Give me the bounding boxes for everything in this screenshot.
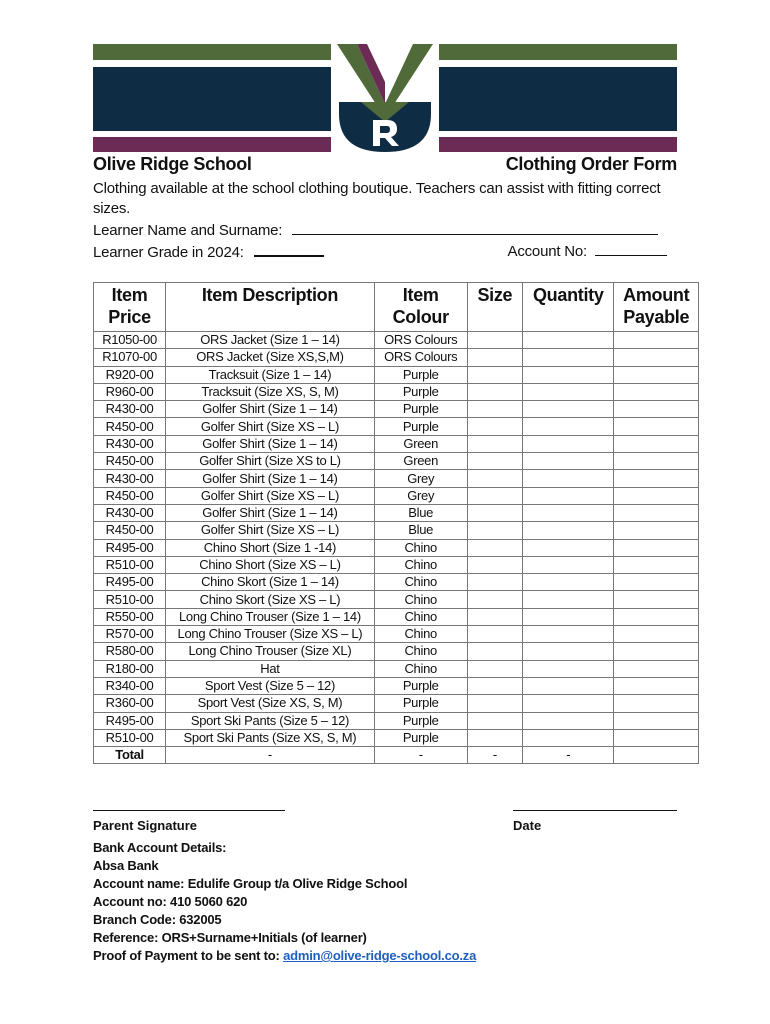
proof-of-payment-label: Proof of Payment to be sent to: (93, 948, 284, 963)
item-colour-cell: Purple (374, 418, 467, 435)
table-row (94, 712, 699, 729)
item-colour-cell: Chino (374, 608, 467, 625)
size-cell[interactable] (467, 729, 522, 746)
quantity-cell[interactable] (523, 729, 614, 746)
item-description-cell: Tracksuit (Size 1 – 14) (166, 366, 375, 383)
parent-signature-label: Parent Signature (93, 818, 198, 833)
item-colour-cell: Chino (374, 591, 467, 608)
navy-band-left (93, 67, 331, 131)
item-colour-cell: ORS Colours (374, 332, 467, 349)
amount-payable-cell[interactable] (614, 643, 699, 660)
quantity-cell[interactable] (523, 332, 614, 349)
header-amount-payable: Amount Payable (614, 283, 699, 332)
item-price-cell: R570-00 (94, 626, 166, 643)
item-colour-cell: Chino (374, 643, 467, 660)
total-label: Total (94, 747, 166, 764)
quantity-cell[interactable] (523, 608, 614, 625)
size-cell[interactable] (467, 349, 522, 366)
table-row (94, 453, 699, 470)
item-price-cell: R495-00 (94, 712, 166, 729)
quantity-cell[interactable] (523, 383, 614, 400)
item-price-cell: R430-00 (94, 504, 166, 521)
item-colour-cell: ORS Colours (374, 349, 467, 366)
bank-reference: Reference: ORS+Surname+Initials (of learner) (93, 930, 367, 945)
amount-payable-cell[interactable] (614, 332, 699, 349)
item-colour-cell: Green (374, 435, 467, 452)
quantity-cell[interactable] (523, 435, 614, 452)
item-colour-cell: Purple (374, 695, 467, 712)
size-cell[interactable] (467, 591, 522, 608)
table-row (94, 349, 699, 366)
table-row (94, 643, 699, 660)
amount-payable-cell[interactable] (614, 504, 699, 521)
table-row (94, 574, 699, 591)
bank-name: Absa Bank (93, 858, 159, 873)
table-row (94, 401, 699, 418)
item-colour-cell: Purple (374, 366, 467, 383)
table-row (94, 504, 699, 521)
intro-text: Clothing available at the school clothing boutique. Teachers can assist with fitting correct sizes. (93, 180, 661, 217)
amount-payable-cell[interactable] (614, 418, 699, 435)
amount-payable-cell[interactable] (614, 574, 699, 591)
learner-grade-row (93, 241, 677, 261)
item-description-cell: Long Chino Trouser (Size 1 – 14) (166, 608, 375, 625)
table-row (94, 332, 699, 349)
header-item-description: Item Description (166, 283, 375, 332)
item-description-cell: Hat (166, 660, 375, 677)
item-price-cell: R495-00 (94, 574, 166, 591)
size-cell[interactable] (467, 712, 522, 729)
account-no-group (508, 241, 667, 260)
bank-account-name: Account name: Edulife Group t/a Olive Ridge School (93, 876, 408, 891)
amount-payable-cell[interactable] (614, 539, 699, 556)
item-description-cell: Golfer Shirt (Size 1 – 14) (166, 401, 375, 418)
item-colour-cell: Grey (374, 470, 467, 487)
amount-payable-cell[interactable] (614, 487, 699, 504)
quantity-cell[interactable] (523, 574, 614, 591)
quantity-cell[interactable] (523, 712, 614, 729)
item-price-cell: R1050-00 (94, 332, 166, 349)
size-cell[interactable] (467, 383, 522, 400)
quantity-cell[interactable] (523, 418, 614, 435)
table-row (94, 366, 699, 383)
total-quantity: - (523, 747, 614, 764)
quantity-cell[interactable] (523, 556, 614, 573)
size-cell[interactable] (467, 695, 522, 712)
table-row (94, 591, 699, 608)
size-cell[interactable] (467, 539, 522, 556)
header-item-colour: Item Colour (374, 283, 467, 332)
item-description-cell: ORS Jacket (Size 1 – 14) (166, 332, 375, 349)
size-cell[interactable] (467, 435, 522, 452)
total-size: - (467, 747, 522, 764)
quantity-cell[interactable] (523, 487, 614, 504)
olive-band-left (93, 44, 331, 60)
table-row (94, 418, 699, 435)
item-colour-cell: Chino (374, 539, 467, 556)
item-colour-cell: Blue (374, 522, 467, 539)
learner-grade-label: Learner Grade in 2024: (93, 244, 244, 261)
bank-heading: Bank Account Details: (93, 840, 227, 855)
table-row (94, 522, 699, 539)
amount-payable-cell[interactable] (614, 626, 699, 643)
item-colour-cell: Purple (374, 729, 467, 746)
amount-payable-cell[interactable] (614, 349, 699, 366)
item-colour-cell: Blue (374, 504, 467, 521)
item-price-cell: R430-00 (94, 401, 166, 418)
item-price-cell: R920-00 (94, 366, 166, 383)
amount-payable-cell[interactable] (614, 435, 699, 452)
header-item-price: Item Price (94, 283, 166, 332)
item-description-cell: Chino Skort (Size XS – L) (166, 591, 375, 608)
title-row (93, 154, 677, 178)
item-description-cell: Sport Ski Pants (Size XS, S, M) (166, 729, 375, 746)
amount-payable-cell[interactable] (614, 712, 699, 729)
item-price-cell: R180-00 (94, 660, 166, 677)
size-cell[interactable] (467, 643, 522, 660)
item-price-cell: R450-00 (94, 418, 166, 435)
item-price-cell: R510-00 (94, 729, 166, 746)
parent-signature-line[interactable] (93, 800, 285, 811)
header-banner (93, 44, 677, 154)
item-price-cell: R430-00 (94, 470, 166, 487)
quantity-cell[interactable] (523, 643, 614, 660)
table-row (94, 626, 699, 643)
size-cell[interactable] (467, 660, 522, 677)
item-price-cell: R960-00 (94, 383, 166, 400)
item-description-cell: Long Chino Trouser (Size XL) (166, 643, 375, 660)
amount-payable-cell[interactable] (614, 453, 699, 470)
table-row (94, 470, 699, 487)
bank-account-no: Account no: 410 5060 620 (93, 894, 248, 909)
bank-branch-code: Branch Code: 632005 (93, 912, 222, 927)
size-cell[interactable] (467, 556, 522, 573)
item-description-cell: Chino Short (Size XS – L) (166, 556, 375, 573)
quantity-cell[interactable] (523, 522, 614, 539)
item-price-cell: R450-00 (94, 453, 166, 470)
amount-payable-cell[interactable] (614, 591, 699, 608)
table-row (94, 556, 699, 573)
learner-name-label: Learner Name and Surname: (93, 222, 283, 239)
navy-band-right (439, 67, 677, 131)
quantity-cell[interactable] (523, 626, 614, 643)
item-colour-cell: Purple (374, 712, 467, 729)
learner-name-row (93, 220, 677, 240)
amount-payable-cell[interactable] (614, 556, 699, 573)
item-price-cell: R340-00 (94, 677, 166, 694)
school-name: Olive Ridge School (93, 154, 252, 174)
item-description-cell: Chino Short (Size 1 -14) (166, 539, 375, 556)
item-price-cell: R360-00 (94, 695, 166, 712)
quantity-cell[interactable] (523, 349, 614, 366)
item-colour-cell: Chino (374, 660, 467, 677)
amount-payable-cell[interactable] (614, 401, 699, 418)
item-colour-cell: Purple (374, 383, 467, 400)
size-cell[interactable] (467, 453, 522, 470)
ors-logo-icon (337, 44, 433, 154)
purple-band-left (93, 137, 331, 152)
proof-of-payment-row (93, 947, 476, 965)
bank-details (93, 839, 476, 965)
quantity-cell[interactable] (523, 660, 614, 677)
item-description-cell: Sport Ski Pants (Size 5 – 12) (166, 712, 375, 729)
table-row (94, 383, 699, 400)
size-cell[interactable] (467, 504, 522, 521)
item-price-cell: R430-00 (94, 435, 166, 452)
size-cell[interactable] (467, 522, 522, 539)
item-description-cell: Chino Skort (Size 1 – 14) (166, 574, 375, 591)
item-colour-cell: Chino (374, 574, 467, 591)
amount-payable-cell[interactable] (614, 470, 699, 487)
total-amount[interactable] (614, 747, 699, 764)
clothing-order-table (93, 282, 699, 764)
item-colour-cell: Chino (374, 556, 467, 573)
size-cell[interactable] (467, 470, 522, 487)
header-size: Size (467, 283, 522, 332)
item-colour-cell: Grey (374, 487, 467, 504)
size-cell[interactable] (467, 332, 522, 349)
size-cell[interactable] (467, 418, 522, 435)
amount-payable-cell[interactable] (614, 729, 699, 746)
amount-payable-cell[interactable] (614, 695, 699, 712)
size-cell[interactable] (467, 401, 522, 418)
learner-grade-field[interactable] (254, 241, 324, 257)
total-row (94, 747, 699, 764)
size-cell[interactable] (467, 487, 522, 504)
table-row (94, 695, 699, 712)
item-description-cell: Golfer Shirt (Size XS – L) (166, 487, 375, 504)
amount-payable-cell[interactable] (614, 383, 699, 400)
amount-payable-cell[interactable] (614, 522, 699, 539)
quantity-cell[interactable] (523, 366, 614, 383)
item-price-cell: R1070-00 (94, 349, 166, 366)
quantity-cell[interactable] (523, 453, 614, 470)
item-description-cell: Tracksuit (Size XS, S, M) (166, 383, 375, 400)
date-label: Date (513, 818, 542, 833)
item-price-cell: R550-00 (94, 608, 166, 625)
header-quantity: Quantity (523, 283, 614, 332)
table-row (94, 435, 699, 452)
table-row (94, 660, 699, 677)
admin-email-link[interactable]: admin@olive-ridge-school.co.za (283, 948, 477, 963)
item-price-cell: R450-00 (94, 487, 166, 504)
quantity-cell[interactable] (523, 591, 614, 608)
item-price-cell: R510-00 (94, 591, 166, 608)
item-description-cell: Golfer Shirt (Size XS – L) (166, 418, 375, 435)
item-price-cell: R450-00 (94, 522, 166, 539)
amount-payable-cell[interactable] (614, 366, 699, 383)
item-description-cell: Sport Vest (Size 5 – 12) (166, 677, 375, 694)
table-row (94, 729, 699, 746)
item-price-cell: R495-00 (94, 539, 166, 556)
date-line[interactable] (513, 800, 677, 811)
item-description-cell: Golfer Shirt (Size 1 – 14) (166, 435, 375, 452)
size-cell[interactable] (467, 608, 522, 625)
item-description-cell: Golfer Shirt (Size XS to L) (166, 453, 375, 470)
amount-payable-cell[interactable] (614, 608, 699, 625)
size-cell[interactable] (467, 677, 522, 694)
olive-band-right (439, 44, 677, 60)
size-cell[interactable] (467, 574, 522, 591)
amount-payable-cell[interactable] (614, 660, 699, 677)
table-row (94, 677, 699, 694)
item-colour-cell: Chino (374, 626, 467, 643)
learner-name-field[interactable] (292, 220, 658, 235)
form-title: Clothing Order Form (505, 154, 677, 174)
account-no-field[interactable] (595, 241, 667, 256)
purple-band-right (439, 137, 677, 152)
total-description: - (166, 747, 375, 764)
size-cell[interactable] (467, 626, 522, 643)
size-cell[interactable] (467, 366, 522, 383)
item-price-cell: R510-00 (94, 556, 166, 573)
quantity-cell[interactable] (523, 539, 614, 556)
total-colour: - (374, 747, 467, 764)
item-description-cell: Sport Vest (Size XS, S, M) (166, 695, 375, 712)
table-row (94, 539, 699, 556)
account-no-label: Account No: (507, 243, 588, 260)
table-row (94, 487, 699, 504)
quantity-cell[interactable] (523, 695, 614, 712)
item-description-cell: Long Chino Trouser (Size XS – L) (166, 626, 375, 643)
item-description-cell: Golfer Shirt (Size 1 – 14) (166, 470, 375, 487)
table-row (94, 608, 699, 625)
quantity-cell[interactable] (523, 470, 614, 487)
item-description-cell: ORS Jacket (Size XS,S,M) (166, 349, 375, 366)
item-colour-cell: Purple (374, 401, 467, 418)
quantity-cell[interactable] (523, 677, 614, 694)
item-colour-cell: Green (374, 453, 467, 470)
quantity-cell[interactable] (523, 401, 614, 418)
item-description-cell: Golfer Shirt (Size XS – L) (166, 522, 375, 539)
amount-payable-cell[interactable] (614, 677, 699, 694)
table-header-row (94, 283, 699, 332)
item-description-cell: Golfer Shirt (Size 1 – 14) (166, 504, 375, 521)
quantity-cell[interactable] (523, 504, 614, 521)
item-colour-cell: Purple (374, 677, 467, 694)
item-price-cell: R580-00 (94, 643, 166, 660)
